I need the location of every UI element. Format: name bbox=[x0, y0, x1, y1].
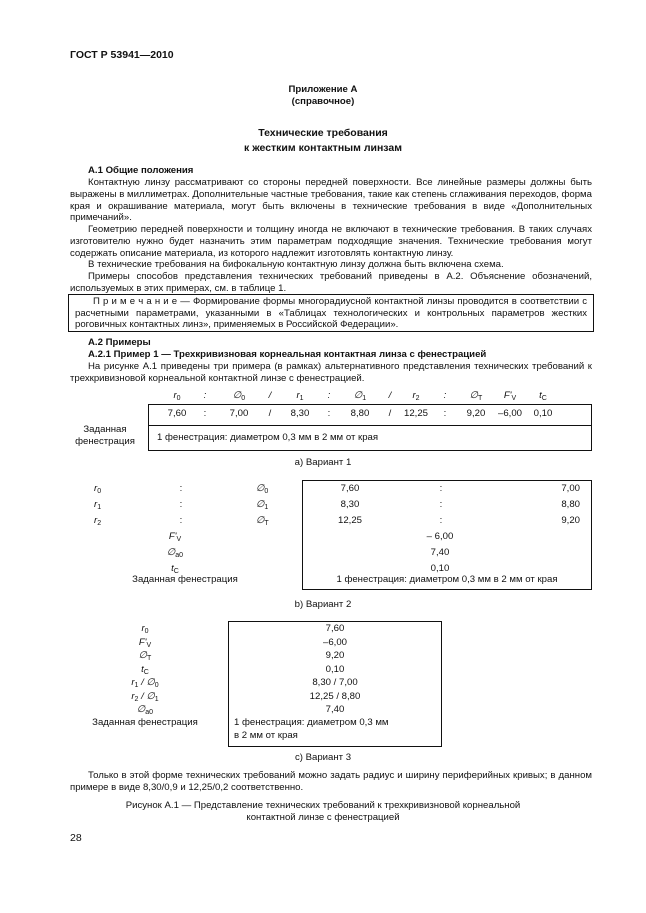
symbol-subscript: 0 bbox=[241, 395, 246, 402]
symbol bbox=[137, 704, 153, 715]
symbol bbox=[139, 637, 151, 648]
figure-a-caption: а) Вариант 1 bbox=[294, 457, 352, 468]
symbol-subscript: C bbox=[541, 395, 547, 402]
value-cell: 12,25 bbox=[337, 515, 362, 526]
paragraph: Контактную линзу рассматривают со стороны передней поверхности. Все линейные размеры должны быть выражены в миллиметрах. Дополнительные частные требования, такие как степень сглаживания переходов, форма края и окрашивание материала, могут быть включены в технические требования в виде «Дополнительных примечаний». bbox=[70, 177, 592, 224]
page-number: 28 bbox=[70, 832, 82, 844]
symbol-subscript: 1 bbox=[154, 695, 159, 703]
value-cell: 7,00 bbox=[561, 483, 580, 494]
label-cell bbox=[94, 483, 101, 495]
colon: : bbox=[179, 499, 183, 510]
symbol bbox=[141, 664, 149, 675]
symbol-base: t bbox=[141, 663, 144, 675]
value-cell: / bbox=[388, 408, 392, 419]
symbol-base: r bbox=[141, 623, 145, 634]
symbol bbox=[141, 623, 148, 634]
section-a1-heading: А.1 Общие положения bbox=[88, 165, 194, 176]
symbol bbox=[539, 390, 547, 401]
fenestration-label: Заданная фенестрация bbox=[132, 574, 238, 585]
colon: : bbox=[439, 499, 443, 510]
value-cell: 8,80 bbox=[350, 408, 370, 419]
symbol bbox=[296, 390, 303, 401]
symbol-subscript: V bbox=[176, 536, 182, 543]
symbol-subscript: T bbox=[264, 520, 269, 527]
symbol-subscript: 1 bbox=[362, 395, 367, 402]
label-cell bbox=[94, 515, 101, 527]
fenestration-value: 1 фенестрация: диаметром 0,3 мм bbox=[234, 717, 389, 728]
colon: : bbox=[439, 483, 443, 494]
header-cell bbox=[523, 390, 563, 402]
figure-c-caption: c) Вариант 3 bbox=[294, 752, 352, 763]
label-cell bbox=[150, 531, 200, 543]
symbol bbox=[94, 515, 101, 526]
symbol-base: ∅ bbox=[469, 390, 479, 401]
symbol bbox=[139, 650, 152, 661]
symbol bbox=[204, 390, 207, 401]
label-cell bbox=[90, 704, 200, 716]
colon: : bbox=[179, 515, 183, 526]
label-cell bbox=[90, 664, 200, 676]
symbol bbox=[169, 531, 181, 542]
paragraph: В технические требования на бифокальную контактную линзу должна быть включена схема. bbox=[88, 259, 504, 270]
symbol bbox=[470, 390, 483, 401]
symbol bbox=[269, 390, 272, 401]
symbol-subscript: 1 bbox=[264, 504, 269, 511]
symbol-base: F' bbox=[138, 636, 147, 648]
symbol bbox=[171, 563, 179, 574]
colon: : bbox=[439, 515, 443, 526]
symbol bbox=[131, 691, 158, 702]
value-cell: 7,40 bbox=[430, 547, 450, 558]
symbol-base: t bbox=[539, 390, 542, 401]
symbol-base: r bbox=[131, 677, 135, 688]
symbol bbox=[94, 483, 101, 494]
value-cell: 9,20 bbox=[466, 408, 486, 419]
symbol-subscript: 0 bbox=[154, 682, 159, 689]
appendix-subtitle: (справочное) bbox=[291, 96, 355, 107]
section-a21-heading: А.2.1 Пример 1 — Трехкривизновая корнеальная контактная линза с фенестрацией bbox=[88, 349, 487, 360]
symbol bbox=[256, 515, 269, 526]
fenestration-value: 1 фенестрация: диаметром 0,3 мм в 2 мм от края bbox=[336, 574, 558, 585]
symbol-subscript: 2 bbox=[415, 395, 420, 402]
label-cell bbox=[150, 547, 200, 559]
symbol bbox=[412, 390, 419, 401]
symbol-subscript: 1 bbox=[134, 682, 139, 689]
symbol-base: r bbox=[94, 483, 98, 494]
fenestration-value: в 2 мм от края bbox=[234, 730, 298, 741]
label-cell bbox=[90, 637, 200, 649]
symbol-subscript: a0 bbox=[145, 709, 154, 716]
symbol-subscript: V bbox=[511, 395, 517, 402]
symbol-subscript: V bbox=[146, 641, 152, 649]
symbol bbox=[167, 547, 183, 558]
symbol-subscript: a0 bbox=[175, 552, 184, 559]
label-cell bbox=[90, 650, 200, 662]
value-cell: : bbox=[327, 408, 331, 419]
symbol bbox=[504, 390, 516, 401]
section-a2-heading: А.2 Примеры bbox=[88, 337, 151, 348]
symbol-subscript: 1 bbox=[299, 395, 304, 402]
symbol bbox=[131, 677, 158, 688]
label-cell bbox=[256, 499, 268, 511]
paragraph: Только в этой форме технических требований можно задать радиус и ширину периферийных кривых; в данном примере в виде 8,30/0,9 и 12,25/0,2 соответственно. bbox=[70, 770, 592, 793]
symbol-subscript: 2 bbox=[97, 520, 102, 527]
label-cell bbox=[90, 623, 200, 635]
symbol-subscript: 1 bbox=[97, 504, 102, 511]
symbol bbox=[444, 390, 447, 401]
value-cell: 7,60 bbox=[167, 408, 187, 419]
symbol-base: ∅ bbox=[136, 704, 146, 715]
fenestration-label: Заданная фенестрация bbox=[75, 424, 135, 447]
symbol-base: ∅ bbox=[256, 483, 265, 494]
value-cell: : bbox=[443, 408, 447, 419]
symbol-base: ∅ bbox=[256, 499, 265, 510]
label-cell bbox=[90, 677, 200, 689]
symbol-base: r bbox=[173, 390, 177, 401]
symbol-base: ∅ bbox=[353, 390, 363, 401]
value-cell: 9,20 bbox=[561, 515, 580, 526]
value-cell: – 6,00 bbox=[426, 531, 454, 542]
value-cell: 7,40 bbox=[325, 704, 345, 715]
paragraph: Примеры способов представления технических требований приведены в А.2. Объяснение обозначений, используемых в этих примерах, см. в таблице 1. bbox=[70, 271, 592, 294]
value-cell: 7,00 bbox=[229, 408, 249, 419]
symbol-base: / ∅ bbox=[138, 677, 155, 688]
symbol bbox=[256, 499, 268, 510]
symbol bbox=[389, 390, 392, 401]
label-cell bbox=[90, 691, 200, 703]
symbol-base: t bbox=[171, 563, 174, 574]
value-cell: 7,60 bbox=[340, 483, 360, 494]
label-cell bbox=[94, 499, 101, 511]
value-cell: 8,30 / 7,00 bbox=[312, 677, 358, 688]
label-cell bbox=[256, 515, 269, 527]
symbol-base: r bbox=[131, 690, 135, 702]
divider bbox=[149, 425, 591, 426]
symbol-base: ∅ bbox=[232, 390, 242, 401]
fenestration-label: Заданная фенестрация bbox=[92, 717, 198, 728]
symbol-base: r bbox=[412, 390, 416, 401]
symbol bbox=[94, 499, 101, 510]
symbol-base: F' bbox=[168, 531, 177, 542]
symbol-subscript: 2 bbox=[134, 695, 139, 703]
value-cell: 0,10 bbox=[430, 563, 450, 574]
symbol-subscript: 0 bbox=[264, 488, 269, 495]
symbol-base: / bbox=[388, 390, 392, 401]
symbol-subscript: C bbox=[143, 668, 149, 676]
value-cell: 8,30 bbox=[290, 408, 310, 419]
doc-title-line2: к жестким контактным линзам bbox=[244, 142, 402, 154]
value-cell: 9,20 bbox=[325, 650, 345, 661]
value-cell: 0,10 bbox=[325, 663, 345, 675]
value-cell: 7,60 bbox=[325, 623, 345, 634]
value-cell: : bbox=[203, 408, 207, 419]
symbol bbox=[233, 390, 245, 401]
symbol-base: ∅ bbox=[138, 650, 148, 661]
symbol bbox=[256, 483, 268, 494]
note-box bbox=[68, 294, 594, 332]
doc-title-line1: Технические требования bbox=[258, 127, 388, 139]
note-label: П р и м е ч а н и е bbox=[93, 296, 178, 307]
figure-caption-line2: контактной линзе с фенестрацией bbox=[246, 812, 400, 823]
value-cell: 12,25 / 8,80 bbox=[309, 690, 361, 702]
paragraph: На рисунке А.1 приведены три примера (в рамках) альтернативного представления технических требований к трехкривизновой корнеальной контактной линзе с фенестрацией. bbox=[70, 361, 592, 384]
value-cell: 8,30 bbox=[340, 499, 360, 510]
value-cell: –6,00 bbox=[497, 408, 522, 419]
standard-header: ГОСТ Р 53941—2010 bbox=[70, 49, 174, 61]
symbol-base: / bbox=[268, 390, 272, 401]
paragraph: Геометрию передней поверхности и толщину иногда не включают в технические требования. В таких случаях изготовителю нужно будет назначить этим параметрам подходящие значения. Технические требования могут содержать описание материала, из которого надлежит изготовлять контактную линзу. bbox=[70, 224, 592, 259]
symbol bbox=[173, 390, 180, 401]
symbol-base: : bbox=[327, 390, 331, 401]
figure-b-caption: b) Вариант 2 bbox=[294, 599, 352, 610]
symbol-subscript: T bbox=[478, 395, 483, 402]
symbol-subscript: 0 bbox=[97, 488, 102, 495]
symbol-subscript: T bbox=[147, 655, 152, 662]
label-cell bbox=[256, 483, 268, 495]
symbol-base: r bbox=[94, 499, 98, 510]
symbol-subscript: 0 bbox=[144, 628, 149, 635]
colon: : bbox=[179, 483, 183, 494]
value-cell: 12,25 bbox=[403, 408, 428, 419]
symbol-base: r bbox=[94, 515, 98, 526]
symbol-base: ∅ bbox=[256, 515, 265, 526]
symbol-subscript: C bbox=[173, 568, 179, 575]
appendix-title: Приложение А bbox=[288, 84, 358, 95]
symbol-base: : bbox=[443, 390, 447, 401]
symbol-base: : bbox=[203, 390, 207, 401]
symbol-base: F' bbox=[503, 390, 512, 401]
symbol-base: / ∅ bbox=[138, 690, 155, 702]
symbol-base: ∅ bbox=[166, 547, 176, 558]
symbol-base: r bbox=[296, 390, 300, 401]
symbol-subscript: 0 bbox=[176, 395, 181, 402]
value-cell: 0,10 bbox=[533, 408, 553, 419]
symbol bbox=[328, 390, 331, 401]
value-cell: 8,80 bbox=[561, 499, 580, 510]
figure-caption-line1: Рисунок А.1 — Представление технических требований к трехкривизновой корнеальной bbox=[125, 800, 521, 811]
fenestration-value: 1 фенестрация: диаметром 0,3 мм в 2 мм от края bbox=[157, 432, 379, 443]
note-text: — Формирование формы многорадиусной контактной линзы проводится в соответствии с расчетными параметрами, указанными в «Таблицах технологических и контрольных параметров жестких роговичных контактных линз», применяемых в Российской Федерации». bbox=[75, 296, 587, 330]
value-cell: / bbox=[268, 408, 272, 419]
symbol bbox=[354, 390, 366, 401]
value-cell: –6,00 bbox=[322, 636, 347, 648]
